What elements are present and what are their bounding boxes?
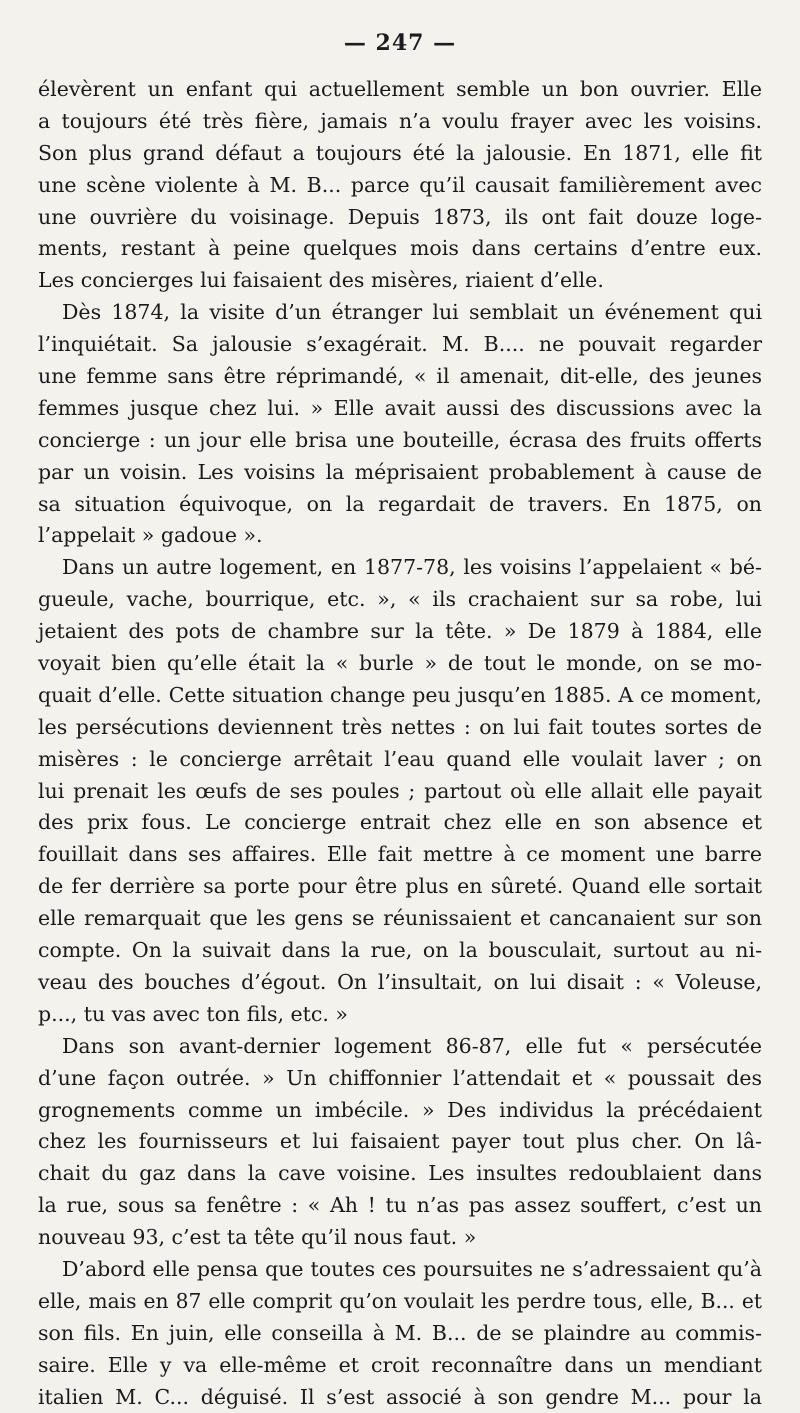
text-line: misères : le concierge arrêtait l’eau quand elle voulait laver ; on xyxy=(38,746,762,771)
text-line: nouveau 93, c’est ta tête qu’il nous faut. » xyxy=(38,1225,477,1250)
text-line: veau des bouches d’égout. On l’insultait, on lui disait : « Voleuse, xyxy=(38,969,762,994)
text-line: elle remarquait que les gens se réunissaient et cancanaient sur son xyxy=(38,906,762,931)
text-line: de fer derrière sa porte pour être plus en sûreté. Quand elle sortait xyxy=(38,874,762,899)
text-line: l’inquiétait. Sa jalousie s’exagérait. M. B.... ne pouvait regarder xyxy=(38,332,762,357)
text-line: jetaient des pots de chambre sur la tête. » De 1879 à 1884, elle xyxy=(38,619,762,644)
text-line: p..., tu vas avec ton fils, etc. » xyxy=(38,1001,348,1026)
text-line: grognements comme un imbécile. » Des individus la précédaient xyxy=(38,1097,762,1122)
text-line: ments, restant à peine quelques mois dans certains d’entre eux. xyxy=(38,236,762,261)
text-line: la rue, sous sa fenêtre : « Ah ! tu n’as pas assez souffert, c’est un xyxy=(38,1193,762,1218)
text-line: chez les fournisseurs et lui faisaient payer tout plus cher. On lâ- xyxy=(38,1129,762,1154)
text-line: compte. On la suivait dans la rue, on la bousculait, surtout au ni- xyxy=(38,938,762,963)
text-line: son fils. En juin, elle conseilla à M. B... de se plaindre au commis- xyxy=(38,1320,762,1345)
text-line: des prix fous. Le concierge entrait chez elle en son absence et xyxy=(38,810,762,835)
text-line: d’une façon outrée. » Un chiffonnier l’attendait et « poussait des xyxy=(38,1065,762,1090)
text-line: lui prenait les œufs de ses poules ; partout où elle allait elle payait xyxy=(38,778,762,803)
text-line: gueule, vache, bourrique, etc. », « ils crachaient sur sa robe, lui xyxy=(38,587,762,612)
text-line: l’appelait » gadoue ». xyxy=(38,523,263,548)
text-line: Les concierges lui faisaient des misères, riaient d’elle. xyxy=(38,268,604,293)
text-line: Dans un autre logement, en 1877-78, les voisins l’appelaient « bé- xyxy=(62,555,762,580)
text-line: par un voisin. Les voisins la méprisaient probablement à cause de xyxy=(38,459,762,484)
text-line: D’abord elle pensa que toutes ces poursuites ne s’adressaient qu’à xyxy=(62,1256,762,1281)
body-text xyxy=(38,74,762,1413)
text-line: femmes jusque chez lui. » Elle avait aussi des discussions avec la xyxy=(38,395,762,420)
text-line: Dans son avant-dernier logement 86-87, elle fut « persécutée xyxy=(62,1033,762,1058)
text-line: une scène violente à M. B... parce qu’il causait familièrement avec xyxy=(38,172,762,197)
text-line: a toujours été très fière, jamais n’a voulu frayer avec les voisins. xyxy=(38,108,762,133)
text-line: fouillait dans ses affaires. Elle fait mettre à ce moment une barre xyxy=(38,842,762,867)
text-line: concierge : un jour elle brisa une bouteille, écrasa des fruits offerts xyxy=(38,427,762,452)
text-line: italien M. C... déguisé. Il s’est associé à son gendre M... pour la xyxy=(38,1384,762,1409)
text-line: sa situation équivoque, on la regardait de travers. En 1875, on xyxy=(38,491,762,516)
text-line: voyait bien qu’elle était la « burle » de tout le monde, on se mo- xyxy=(38,651,762,676)
text-line: les persécutions deviennent très nettes : on lui fait toutes sortes de xyxy=(38,714,762,739)
text-line: une femme sans être réprimandé, « il amenait, dit-elle, des jeunes xyxy=(38,364,762,389)
text-line: chait du gaz dans la cave voisine. Les insultes redoublaient dans xyxy=(38,1161,762,1186)
text-line: quait d’elle. Cette situation change peu jusqu’en 1885. A ce moment, xyxy=(38,682,762,707)
text-line: une ouvrière du voisinage. Depuis 1873, ils ont fait douze loge- xyxy=(38,204,762,229)
text-line: saire. Elle y va elle-même et croit reconnaître dans un mendiant xyxy=(38,1352,762,1377)
text-line: élevèrent un enfant qui actuellement semble un bon ouvrier. Elle xyxy=(38,77,762,101)
page-number: — 247 — xyxy=(343,30,457,56)
text-line: Dès 1874, la visite d’un étranger lui semblait un événement qui xyxy=(62,300,762,325)
text-line: Son plus grand défaut a toujours été la jalousie. En 1871, elle fit xyxy=(38,140,762,165)
text-line: elle, mais en 87 elle comprit qu’on voulait les perdre tous, elle, B... et xyxy=(38,1288,762,1313)
